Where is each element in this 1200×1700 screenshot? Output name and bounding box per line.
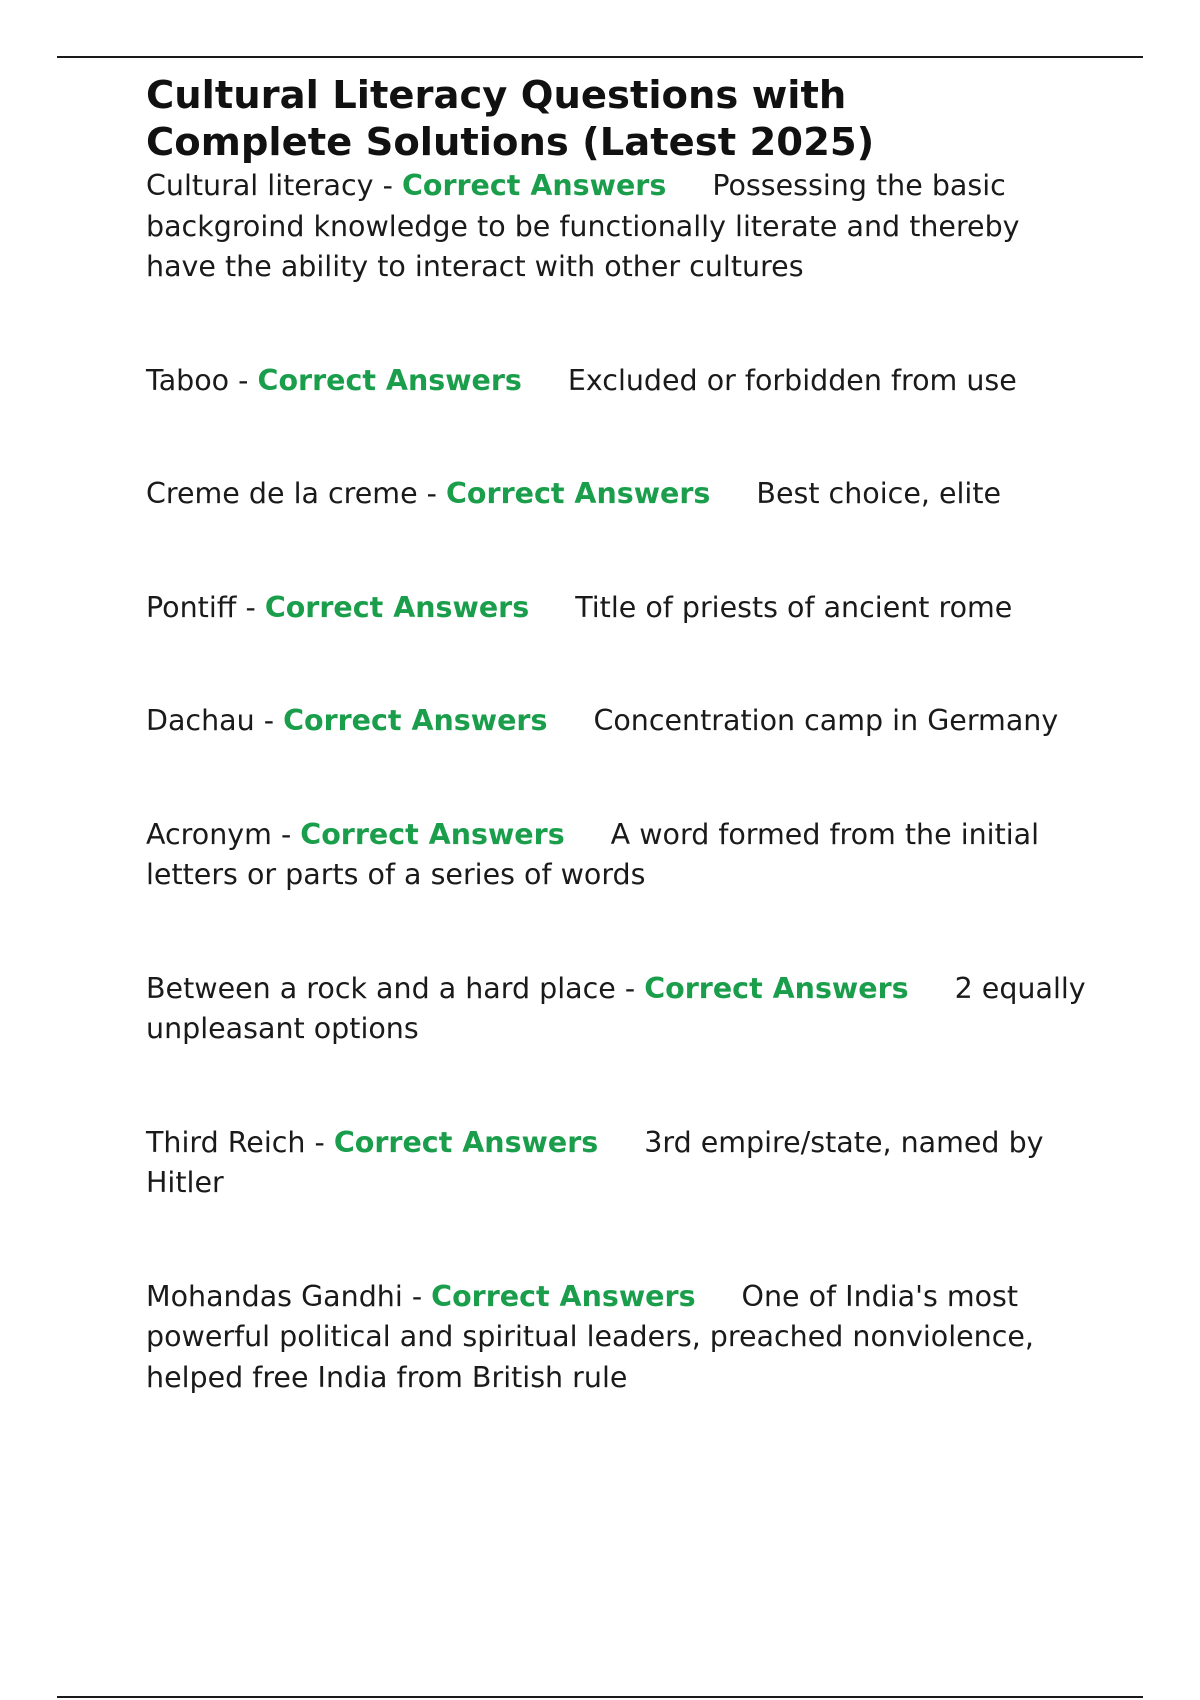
entry-definition: Concentration camp in Germany <box>593 704 1059 737</box>
entry-definition: Title of priests of ancient rome <box>575 590 1013 624</box>
correct-answers-label: Correct Answers <box>644 971 909 1005</box>
entry-term: Acronym <box>146 817 272 851</box>
correct-answers-label: Correct Answers <box>333 1125 599 1159</box>
entry-term: Pontiff <box>146 590 237 624</box>
correct-answers-label: Correct Answers <box>401 169 667 202</box>
entry-separator: - <box>615 971 645 1005</box>
entry-separator: - <box>236 590 265 624</box>
title-line-2: Complete Solutions (Latest 2025) <box>146 120 875 165</box>
entry-definition: Possessing the basic backgroind knowledge to be functionally literate and thereby have the ability to interact with other cultures <box>146 169 1020 283</box>
correct-answers-label: Correct Answers <box>431 1279 696 1313</box>
entry-term: Between a rock and a hard place <box>146 971 616 1005</box>
qa-entry <box>146 1123 1096 1204</box>
entry-definition: 3rd empire/state, named by Hitler <box>146 1125 1044 1199</box>
correct-answers-label: Correct Answers <box>283 704 548 737</box>
correct-answers-label: Correct Answers <box>257 363 522 397</box>
entry-term: Taboo <box>146 363 230 397</box>
bottom-rule <box>57 1696 1143 1698</box>
qa-entry <box>146 166 1096 288</box>
entry-separator: - <box>229 363 258 397</box>
entry-definition: One of India's most powerful political and spiritual leaders, preached nonviolence, helped free India from British rule <box>146 1279 1034 1394</box>
document-title <box>146 72 1096 166</box>
entry-separator: - <box>417 477 447 510</box>
entry-separator: - <box>254 704 284 737</box>
correct-answers-label: Correct Answers <box>446 477 711 510</box>
document-page <box>146 72 1096 1398</box>
entry-term: Creme de la creme <box>146 477 418 510</box>
correct-answers-label: Correct Answers <box>300 817 565 851</box>
entry-definition: A word formed from the initial letters or parts of a series of words <box>146 817 1040 891</box>
entry-term: Cultural literacy <box>146 169 374 202</box>
entry-separator: - <box>305 1125 334 1159</box>
qa-entry <box>146 361 1096 402</box>
entry-list <box>146 166 1096 1398</box>
entry-term: Mohandas Gandhi <box>146 1279 403 1313</box>
entry-separator: - <box>373 169 402 202</box>
qa-entry <box>146 969 1096 1050</box>
correct-answers-label: Correct Answers <box>264 590 530 624</box>
entry-definition: Best choice, elite <box>756 477 1002 510</box>
entry-term: Dachau <box>146 704 255 737</box>
qa-entry <box>146 474 1096 515</box>
entry-definition: 2 equally unpleasant options <box>146 971 1086 1045</box>
entry-definition: Excluded or forbidden from use <box>567 363 1017 397</box>
entry-separator: - <box>402 1279 432 1313</box>
entry-separator: - <box>271 817 301 851</box>
qa-entry <box>146 588 1096 629</box>
qa-entry <box>146 701 1096 742</box>
qa-entry <box>146 815 1096 896</box>
entry-term: Third Reich <box>146 1125 306 1159</box>
qa-entry <box>146 1277 1096 1399</box>
top-rule <box>57 56 1143 58</box>
title-line-1: Cultural Literacy Questions with <box>146 73 847 118</box>
